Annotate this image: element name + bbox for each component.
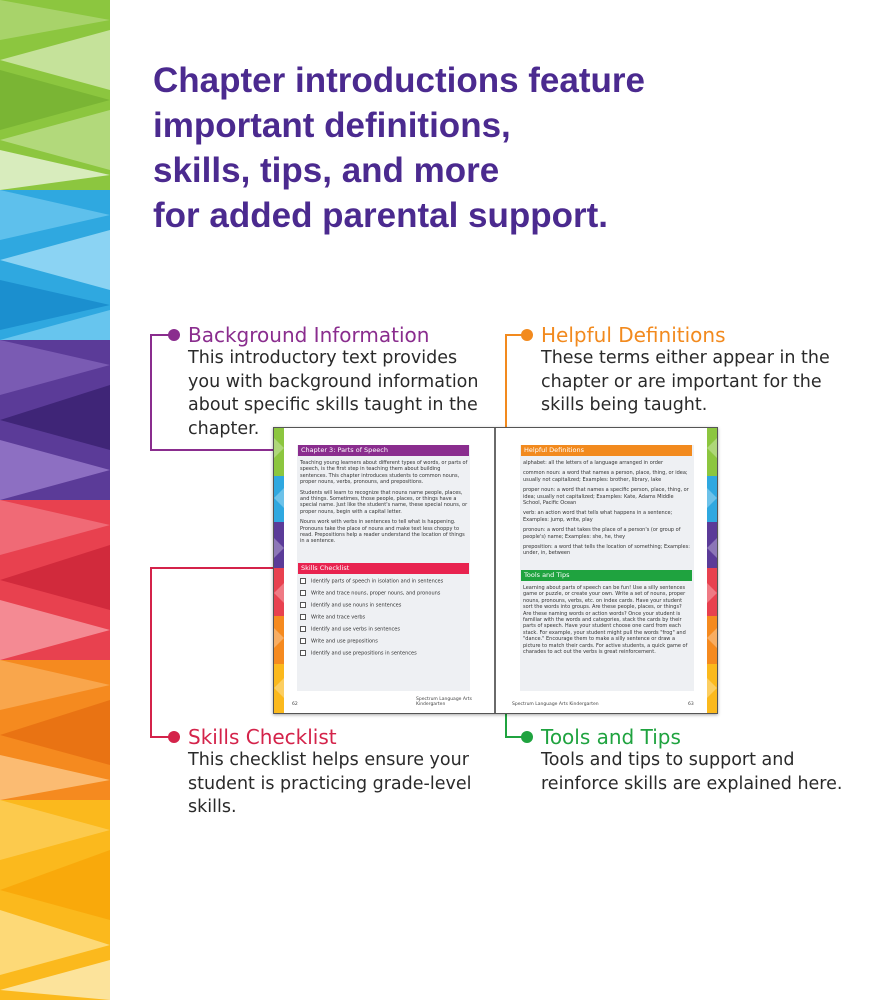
headline-line: skills, tips, and more [153, 151, 500, 190]
tools-text [523, 585, 691, 659]
right-page-rainbow-edge [707, 428, 717, 713]
callout-line: student is practicing grade-level [188, 773, 472, 794]
checkbox[interactable] [300, 626, 306, 632]
checklist-item [300, 578, 443, 586]
tools-callout [541, 725, 866, 796]
checklist-item-label: Identify and use prepositions in sentences [311, 650, 417, 657]
definition-entry: proper noun: a word that names a specific person, place, thing, or idea; usually not capitalized; Examples: Kate, Adams Middle School, Pacific Ocean [523, 487, 689, 507]
checklist-callout [188, 725, 498, 820]
checklist-item [300, 614, 365, 622]
skills-checklist [297, 578, 469, 688]
green-triangle-band [0, 0, 110, 190]
page-footer: Spectrum Language Arts Kindergarten [416, 697, 472, 707]
checkbox[interactable] [300, 614, 306, 620]
background-callout [188, 323, 498, 441]
red-triangle-band [0, 500, 110, 660]
callout-line: about specific skills taught in the [188, 395, 478, 415]
headline-line: for added parental support. [153, 196, 609, 235]
background-paragraph: Nouns work with verbs in sentences to tell what is happening. Pronouns take the place of nouns and make text less choppy to read. Prepositions help a reader understand the location of things in a sentence. [300, 519, 465, 545]
headline-line: important definitions, [153, 106, 511, 145]
callout-line: These terms either appear in the [541, 348, 830, 368]
definitions-callout-body [541, 347, 851, 418]
helpful-definitions-bar: Helpful Definitions [521, 445, 692, 456]
left-page [274, 428, 495, 713]
tools-callout-body [541, 749, 866, 796]
checklist-item-label: Identify and use nouns in sentences [311, 602, 402, 609]
orange-triangle-band [0, 660, 110, 800]
background-paragraph: Students will learn to recognize that nouns name people, places, and things. Sometimes, those people, places, or things have a special name. Just like the student's name, these special nouns, or proper nouns, begin with a capital letter. [300, 489, 468, 515]
page-headline [153, 58, 853, 238]
background-paragraph: Teaching young learners about different types of words, or parts of speech, is the first step in teaching them about building sentences. This chapter introduces students to common nouns, proper nouns, verbs, pronouns, and prepositions. [300, 460, 468, 486]
tools-and-tips-bar: Tools and Tips [521, 570, 692, 581]
definitions-callout-title: Helpful Definitions [541, 323, 726, 347]
blue-triangle-band [0, 190, 110, 340]
checklist-item-label: Write and trace nouns, proper nouns, and pronouns [311, 590, 441, 597]
callout-line: you with background information [188, 371, 479, 392]
checkbox[interactable] [300, 578, 306, 584]
definition-entry: alphabet: all the letters of a language arranged in order [523, 460, 664, 466]
checkbox[interactable] [300, 650, 306, 656]
callout-line: skills being taught. [541, 395, 708, 415]
book-spread-image [273, 427, 718, 714]
background-dot-icon [168, 329, 180, 341]
callout-line: chapter or are important for the [541, 371, 822, 392]
definition-entry: common noun: a word that names a person, place, thing, or idea; usually not capitalized; Examples: brother, library, lake [523, 470, 688, 483]
checklist-callout-title: Skills Checklist [188, 725, 337, 749]
checklist-item-label: Identify and use verbs in sentences [311, 626, 400, 633]
checkbox[interactable] [300, 590, 306, 596]
tools-paragraph: Learning about parts of speech can be fun! Use a silly sentences game or puzzle, or create your own. Write a set of nouns, proper nouns, pronouns, verbs, etc. on index cards. Have your student sort the words into groups. Are these people, places, or things? Are these naming words or action words? Once your student is familiar with the words and categories, stack the cards by their parts of speech. Have your student choose one card from each stack. For example, your student might pull the words "frog" and "dance." Encourage them to make a silly sentence or draw a picture to match their cards. For active students, a quick game of charades to act out the verbs is great reinforcement. [523, 585, 688, 656]
tools-dot-icon [521, 731, 533, 743]
definitions-text [523, 460, 691, 561]
callout-line: reinforce skills are explained here. [541, 773, 843, 794]
page-number: 62 [292, 702, 298, 707]
yellow-triangle-band [0, 800, 110, 1000]
checklist-item-label: Identify parts of speech in isolation and in sentences [311, 578, 444, 585]
checklist-item-label: Write and use prepositions [311, 638, 378, 645]
checklist-item [300, 626, 400, 634]
checkbox[interactable] [300, 602, 306, 608]
definitions-callout [541, 323, 851, 418]
purple-triangle-band [0, 340, 110, 500]
checklist-leader-line [150, 567, 152, 737]
right-page [496, 428, 717, 713]
definitions-dot-icon [521, 329, 533, 341]
definition-entry: pronoun: a word that takes the place of a person's (or group of people's) name; Examples: she, he, they [523, 527, 681, 540]
checklist-callout-body [188, 749, 498, 820]
callout-line: skills. [188, 797, 237, 817]
callout-line: This introductory text provides [188, 348, 458, 368]
skills-checklist-bar: Skills Checklist [298, 563, 469, 574]
callout-line: This checklist helps ensure your [188, 750, 469, 770]
checklist-item [300, 650, 417, 658]
background-text [300, 460, 468, 549]
definition-entry: verb: an action word that tells what happens in a sentence; Examples: jump, write, play [523, 510, 673, 523]
callout-line: Tools and tips to support and [541, 750, 795, 770]
chapter-title-bar: Chapter 3: Parts of Speech [298, 445, 469, 456]
page-number: 63 [688, 702, 694, 707]
checklist-item-label: Write and trace verbs [311, 614, 366, 621]
tools-callout-title: Tools and Tips [541, 725, 681, 749]
checklist-item [300, 590, 440, 598]
left-page-rainbow-edge [274, 428, 284, 713]
callout-line: chapter. [188, 418, 260, 439]
definition-entry: preposition: a word that tells the location of something; Examples: under, in, between [523, 544, 690, 557]
checklist-item [300, 638, 378, 646]
headline-line: Chapter introductions feature [153, 61, 645, 100]
rainbow-side-strip [0, 0, 110, 1000]
checklist-dot-icon [168, 731, 180, 743]
page-footer: Spectrum Language Arts Kindergarten [512, 702, 599, 707]
checklist-item [300, 602, 401, 610]
background-callout-title: Background Information [188, 323, 430, 347]
checkbox[interactable] [300, 638, 306, 644]
background-leader-line [150, 334, 152, 450]
